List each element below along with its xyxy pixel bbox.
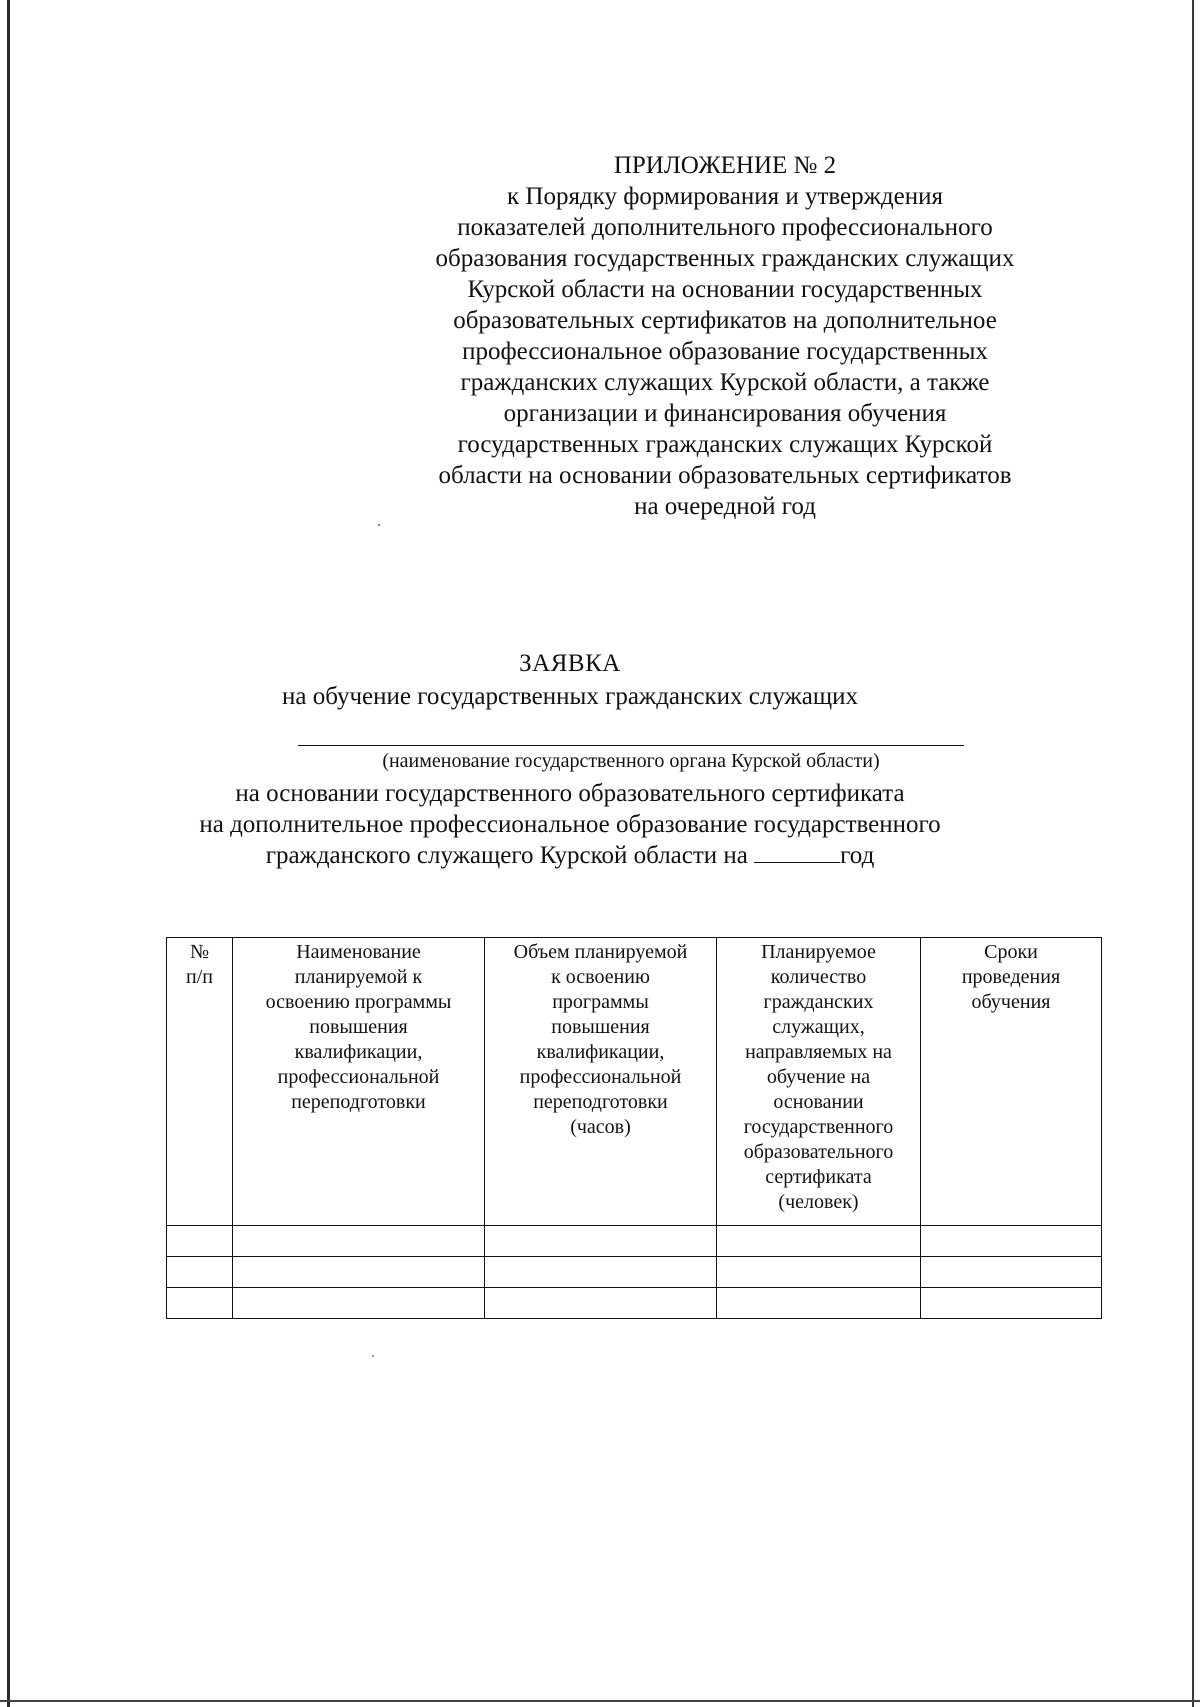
header-line: гражданских — [763, 991, 874, 1013]
table-cell[interactable] — [921, 1288, 1102, 1319]
header-line: освоению программы — [265, 991, 452, 1013]
request-subtitle: на обучение государственных гражданских служащих — [281, 683, 859, 710]
table-cell[interactable] — [717, 1226, 921, 1257]
header-line: переподготовки — [291, 1091, 426, 1113]
scan-edge-right — [1192, 0, 1194, 1707]
table-cell[interactable] — [717, 1257, 921, 1288]
request-basis — [130, 778, 1010, 871]
year-word: год — [840, 842, 875, 869]
request-title: ЗАЯВКА — [519, 650, 621, 677]
appendix-heading — [380, 150, 1070, 522]
appendix-line: профессиональное образование государственных — [462, 338, 988, 365]
basis-line: на дополнительное профессиональное образование государственного — [199, 811, 941, 838]
appendix-line: Курской области на основании государственных — [467, 276, 983, 303]
header-line: Планируемое — [761, 941, 876, 963]
table-cell[interactable] — [485, 1288, 717, 1319]
table-cell[interactable] — [921, 1226, 1102, 1257]
table-cell[interactable] — [921, 1257, 1102, 1288]
header-program-name — [233, 938, 485, 1226]
header-line: (человек) — [778, 1191, 859, 1213]
table-row — [167, 1257, 1102, 1288]
appendix-line: образования государственных гражданских служащих — [435, 245, 1015, 272]
table-cell[interactable] — [233, 1226, 485, 1257]
year-blank-field[interactable] — [754, 840, 840, 863]
header-line: служащих, — [772, 1016, 865, 1038]
header-line: профессиональной — [519, 1066, 682, 1088]
appendix-line: ПРИЛОЖЕНИЕ № 2 — [613, 152, 837, 179]
header-line: государственного — [743, 1116, 894, 1138]
header-line: Объем планируемой — [513, 941, 688, 963]
header-line: направляемых на — [745, 1041, 892, 1063]
header-line: количество — [770, 966, 867, 988]
org-name-caption: (наименование государственного органа Курской области) — [382, 750, 880, 772]
header-line: образовательного — [743, 1141, 894, 1163]
header-line: программы — [552, 991, 649, 1013]
header-line: повышения — [309, 1016, 408, 1038]
header-line: Наименование — [296, 941, 421, 963]
header-line: обучение на — [766, 1066, 871, 1088]
appendix-line: образовательных сертификатов на дополнительное — [453, 307, 997, 334]
header-planned-count — [717, 938, 921, 1226]
appendix-line: государственных гражданских служащих Курской — [457, 431, 993, 458]
header-line: профессиональной — [277, 1066, 440, 1088]
header-line: № — [189, 941, 210, 963]
scan-edge-left — [7, 0, 10, 1707]
header-line: к освоению — [551, 966, 650, 988]
header-line: переподготовки — [533, 1091, 668, 1113]
request-heading — [130, 648, 1010, 712]
table-header-row — [167, 938, 1102, 1226]
appendix-line: области на основании образовательных сертификатов — [438, 462, 1012, 489]
table-cell[interactable] — [717, 1288, 921, 1319]
header-line: квалификации, — [536, 1041, 665, 1063]
header-line: основании — [773, 1091, 864, 1113]
scan-speck — [378, 524, 380, 526]
header-line: (часов) — [570, 1116, 631, 1138]
header-line: проведения — [961, 966, 1061, 988]
table-cell[interactable] — [485, 1226, 717, 1257]
scan-speck — [372, 1355, 374, 1357]
request-table — [166, 937, 1102, 1319]
basis-line-year — [130, 840, 1010, 871]
appendix-line: к Порядку формирования и утверждения — [507, 183, 943, 210]
header-line: планируемой к — [294, 966, 423, 988]
request-table-wrap — [166, 937, 1101, 1319]
org-name-field[interactable] — [298, 745, 964, 746]
header-line: п/п — [186, 966, 213, 988]
header-training-dates — [921, 938, 1102, 1226]
table-cell[interactable] — [167, 1288, 233, 1319]
basis-line: на основании государственного образовательного сертификата — [235, 780, 905, 807]
header-line: Сроки — [984, 941, 1038, 963]
header-line: обучения — [971, 991, 1051, 1013]
scan-edge-bottom — [0, 1700, 1200, 1702]
table-row — [167, 1226, 1102, 1257]
header-program-volume — [485, 938, 717, 1226]
appendix-line: организации и финансирования обучения — [503, 400, 947, 427]
appendix-line: показателей дополнительного профессионального — [457, 214, 993, 241]
header-line: квалификации, — [294, 1041, 423, 1063]
table-cell[interactable] — [167, 1226, 233, 1257]
header-number — [167, 938, 233, 1226]
appendix-line: на очередной год — [634, 493, 816, 520]
appendix-line: гражданских служащих Курской области, а также — [460, 369, 990, 396]
header-line: сертификата — [765, 1166, 872, 1188]
basis-line-text: гражданского служащего Курской области на — [265, 842, 755, 869]
table-cell[interactable] — [233, 1288, 485, 1319]
table-cell[interactable] — [485, 1257, 717, 1288]
table-row — [167, 1288, 1102, 1319]
header-line: повышения — [551, 1016, 650, 1038]
table-cell[interactable] — [233, 1257, 485, 1288]
table-cell[interactable] — [167, 1257, 233, 1288]
